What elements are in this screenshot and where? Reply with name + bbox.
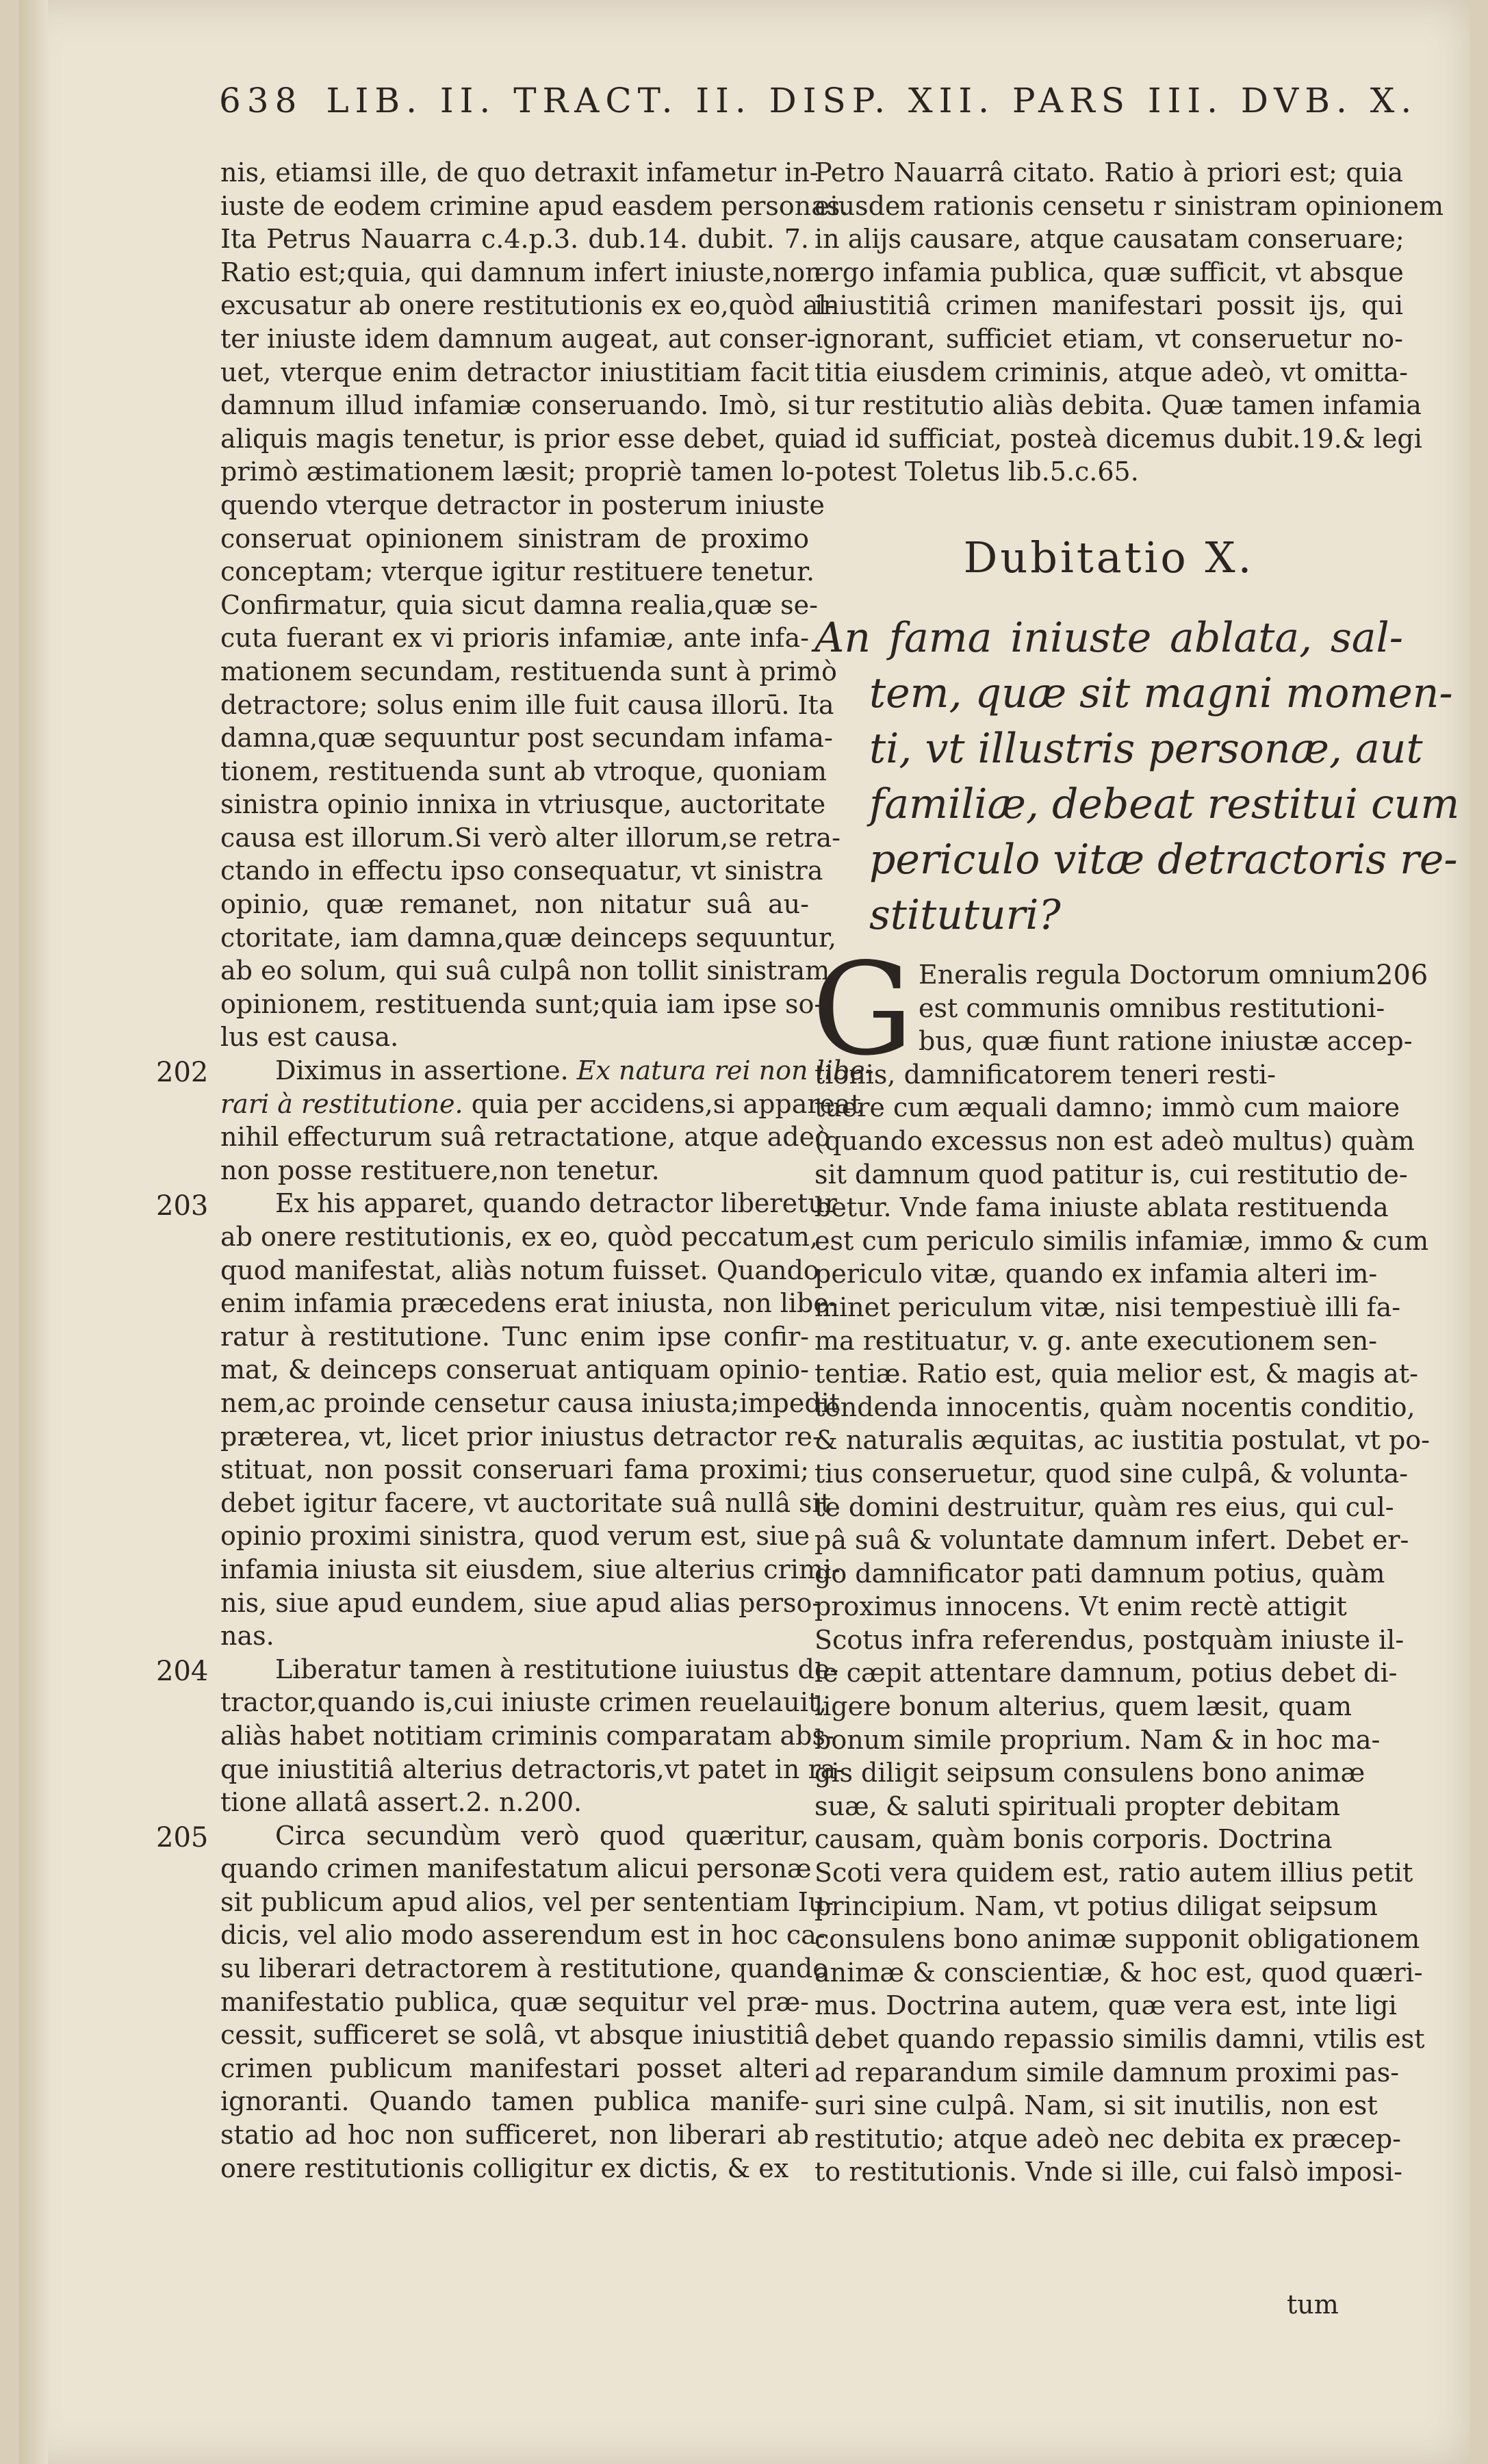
text-line: ratur à restitutione. Tunc enim ipse confir- — [220, 1321, 809, 1352]
text-line: bonum simile proprium. Nam & in hoc ma- — [814, 1724, 1381, 1755]
text-line: Scoti vera quidem est, ratio autem illius petit — [814, 1858, 1413, 1888]
text-line: nis, siue apud eundem, siue apud alias perso- — [220, 1587, 821, 1618]
text-line: quod manifestat, aliàs notum fuisset. Quando — [220, 1255, 819, 1285]
text-line: in alijs causare, atque causatam conseruare; — [814, 224, 1404, 255]
text-line: sit damnum quod patitur is, cui restitutio de- — [814, 1159, 1408, 1190]
question-heading — [814, 611, 1460, 943]
text-line: titia eiusdem criminis, atque adeò, vt omitta- — [814, 357, 1408, 387]
text-line: animæ & conscientiæ, & hoc est, quod quæri- — [814, 1957, 1423, 1988]
text-line: opinionem, restituenda sunt;quia iam ipse so- — [220, 988, 823, 1019]
paragraph-206 — [812, 935, 1431, 2189]
text-line: causa est illorum.Si verò alter illorum,se retra- — [220, 822, 841, 853]
text-line: onere restitutionis colligitur ex dictis, & ex — [220, 2153, 789, 2183]
question-line: tem, quæ sit magni momen- — [869, 669, 1453, 717]
text-line: Ex his apparet, quando detractor liberetur — [275, 1188, 837, 1219]
text-line: bus, quæ fiunt ratione iniustæ accep- — [919, 1026, 1413, 1057]
text-line: ligere bonum alterius, quem læsit, quam — [814, 1691, 1352, 1722]
text-line: excusatur ab onere restitutionis ex eo,quòd al- — [220, 290, 836, 321]
text-line: suri sine culpâ. Nam, si sit inutilis, non est — [814, 2090, 1378, 2121]
text-line: ab eo solum, qui suâ culpâ non tollit sinistram — [220, 955, 830, 986]
text-line: ignorant, sufficiet etiam, vt conseruetur no- — [814, 323, 1403, 354]
text-line: tuere cum æquali damno; immò cum maiore — [814, 1092, 1400, 1123]
text-line: damna,quæ sequuntur post secundam infama- — [220, 723, 833, 754]
text-line: iuste de eodem crimine apud easdem personas. — [220, 190, 849, 221]
text-line: ctando in effectu ipso consequatur, vt sinistra — [220, 856, 823, 886]
text-line — [220, 1088, 861, 1121]
text-line: tius conseruetur, quod sine culpâ, & volunta- — [814, 1458, 1409, 1489]
text-line: tur restitutio aliàs debita. Quæ tamen infamia — [814, 390, 1422, 421]
text-line: cuta fuerant ex vi prioris infamiæ, ante infa- — [220, 623, 809, 654]
text-line: non posse restituere,non tenetur. — [220, 1155, 660, 1185]
text-line: su liberari detractorem à restitutione, quando — [220, 1953, 829, 1984]
question-line: stituturi? — [869, 891, 1061, 939]
text-line: debet quando repassio similis damni, vtilis est — [814, 2024, 1425, 2054]
text-line: ctoritate, iam damna,quæ deinceps sequuntur, — [220, 922, 836, 953]
text-line: tendenda innocentis, quàm nocentis conditio, — [814, 1391, 1415, 1422]
text-line: opinio, quæ remanet, non nitatur suâ au- — [220, 889, 809, 920]
left-column — [220, 156, 874, 2185]
text-line: detractore; solus enim ille fuit causa illorū. Ita — [220, 689, 834, 720]
question-line: An fama iniuste ablata, sal- — [814, 614, 1403, 662]
italic-span: rari à restitutione. — [220, 1088, 472, 1119]
text-line: te domini destruitur, quàm res eius, qui cul- — [814, 1491, 1394, 1522]
text-line: nihil effecturum suâ retractatione, atque adeò — [220, 1122, 830, 1153]
text-line: Ita Petrus Nauarra c.4.p.3. dub.14. dubit. 7. — [220, 224, 809, 255]
text-line: eiusdem rationis censetu r sinistram opinionem — [814, 190, 1444, 221]
text-line: causam, quàm bonis corporis. Doctrina — [814, 1824, 1333, 1855]
text-line: Eneralis regula Doctorum omnium — [919, 960, 1376, 990]
text-line: potest Toletus lib.5.c.65. — [814, 457, 1139, 487]
text-line: aliquis magis tenetur, is prior esse debet, qui — [220, 423, 817, 454]
text-span: Diximus in assertione. — [275, 1055, 577, 1086]
question-line: ti, vt illustris personæ, aut — [869, 725, 1423, 773]
text-line: manifestatio publica, quæ sequitur vel præ- — [220, 1986, 809, 2017]
text-line — [220, 1054, 874, 1088]
text-line: nem,ac proinde censetur causa iniusta;impedit — [220, 1387, 841, 1418]
question-line: periculo vitæ detractoris re- — [869, 836, 1458, 884]
text-line: primò æstimationem læsit; propriè tamen lo- — [220, 457, 814, 487]
text-line: ter iniuste idem damnum augeat, aut conser- — [220, 323, 816, 354]
text-line: stituat, non possit conseruari fama proximi; — [220, 1454, 809, 1485]
text-line: dicis, vel alio modo asserendum est in hoc ca- — [220, 1920, 825, 1951]
text-line: suæ, & saluti spirituali propter debitam — [814, 1791, 1341, 1821]
text-line: cessit, sufficeret se solâ, vt absque iniustitiâ — [220, 2020, 809, 2051]
margin-number-206: 206 — [1376, 960, 1428, 991]
text-line: nas. — [220, 1621, 274, 1652]
text-line: proximus innocens. Vt enim rectè attigit — [814, 1591, 1347, 1622]
text-line: mat, & deinceps conseruat antiquam opinio- — [220, 1355, 809, 1385]
question-line: familiæ, debeat restitui cum — [869, 780, 1460, 828]
text-line: debet igitur facere, vt auctoritate suâ nullâ sit — [220, 1487, 831, 1518]
text-line: est cum periculo similis infamiæ, immo & cum — [814, 1225, 1429, 1256]
text-line: tionis, damnificatorem teneri resti- — [814, 1059, 1276, 1090]
text-line: conceptam; vterque igitur restituere tenetur. — [220, 556, 815, 587]
margin-number-205: 205 — [156, 1822, 209, 1853]
text-line: betur. Vnde fama iniuste ablata restituenda — [814, 1192, 1389, 1223]
text-line: pâ suâ & voluntate damnum infert. Debet er- — [814, 1525, 1409, 1556]
dubitatio-title: Dubitatio X. — [963, 532, 1255, 582]
text-line: sinistra opinio innixa in vtriusque, auctoritate — [220, 789, 826, 820]
running-header — [219, 81, 1418, 136]
text-line: Circa secundùm verò quod quæritur, — [275, 1820, 809, 1851]
text-line: ma restituatur, v. g. ante executionem sen- — [814, 1325, 1378, 1356]
text-line: ignoranti. Quando tamen publica manife- — [220, 2086, 809, 2117]
text-line: aliàs habet notitiam criminis comparatam abs- — [220, 1720, 834, 1751]
text-line: iniustitiâ crimen manifestari possit ijs, qui — [814, 290, 1403, 321]
page-gutter — [19, 0, 48, 2464]
text-line: gis diligit seipsum consulens bono animæ — [814, 1758, 1365, 1788]
margin-number-203: 203 — [156, 1190, 209, 1222]
text-line: le cæpit attentare damnum, potius debet di- — [814, 1658, 1398, 1689]
text-line: mationem secundam, restituenda sunt à primò — [220, 656, 837, 686]
margin-number-204: 204 — [156, 1656, 209, 1687]
text-line: statio ad hoc non sufficeret, non liberari ab — [220, 2120, 809, 2151]
text-line: Liberatur tamen à restitutione iuiustus de- — [275, 1654, 839, 1684]
catchword: tum — [1287, 2289, 1339, 2320]
text-line: ad reparandum simile damnum proximi pas- — [814, 2057, 1400, 2088]
text-line: (quando excessus non est adeò multus) quàm — [814, 1125, 1415, 1156]
text-line: quando crimen manifestatum alicui personæ — [220, 1853, 812, 1884]
text-line: lus est causa. — [220, 1022, 399, 1053]
text-line: que iniustitiâ alterius detractoris,vt patet in ra- — [220, 1754, 845, 1784]
right-column-top — [814, 156, 1444, 489]
text-line: infamia iniusta sit eiusdem, siue alterius crimi- — [220, 1554, 841, 1584]
text-line: enim infamia præcedens erat iniusta, non libe- — [220, 1288, 838, 1319]
text-line: ergo infamia publica, quæ sufficit, vt absque — [814, 257, 1404, 287]
text-line: opinio proximi sinistra, quod verum est, siue — [220, 1521, 810, 1552]
text-line: Ratio est;quia, qui damnum infert iniuste,non — [220, 257, 822, 287]
text-line: conseruat opinionem sinistram de proximo — [220, 523, 809, 554]
page-number: 638 — [219, 81, 303, 120]
text-line: tionem, restituenda sunt ab vtroque, quoniam — [220, 756, 827, 786]
text-line: damnum illud infamiæ conseruando. Imò, si — [220, 390, 809, 421]
text-line: tractor,quando is,cui iniuste crimen reuelauit, — [220, 1687, 828, 1718]
text-line: Petro Nauarrâ citato. Ratio à priori est; quia — [814, 157, 1403, 188]
text-line: tione allatâ assert.2. n.200. — [220, 1787, 582, 1818]
text-line: to restitutionis. Vnde si ille, cui falsò imposi- — [814, 2157, 1402, 2187]
text-line: consulens bono animæ supponit obligationem — [814, 1924, 1420, 1955]
drop-cap-initial: G — [812, 935, 914, 1083]
text-line: Scotus infra referendus, postquàm iniuste il- — [814, 1624, 1404, 1655]
text-line: præterea, vt, licet prior iniustus detractor re- — [220, 1421, 821, 1452]
text-line: est communis omnibus restitutioni- — [919, 992, 1385, 1023]
running-title: LIB. II. TRACT. II. DISP. XII. PARS III. DVB. X. — [326, 81, 1418, 120]
text-line: go damnificator pati damnum potius, quàm — [814, 1558, 1385, 1589]
text-line: uet, vterque enim detractor iniustitiam facit — [220, 357, 809, 387]
text-line: ad id sufficiat, posteà dicemus dubit.19.& legi — [814, 423, 1422, 454]
italic-span: Ex natura rei non libe- — [576, 1055, 874, 1086]
text-line: nis, etiamsi ille, de quo detraxit infametur in- — [220, 157, 819, 188]
text-line: & naturalis æquitas, ac iustitia postulat, vt po- — [814, 1425, 1431, 1456]
text-span: quia per accidens,si appareat — [471, 1088, 861, 1119]
text-line: principium. Nam, vt potius diligat seipsum — [814, 1890, 1378, 1921]
text-line: minet periculum vitæ, nisi tempestiuè illi fa- — [814, 1292, 1401, 1322]
text-line: Confirmatur, quia sicut damna realia,quæ se- — [220, 589, 818, 620]
text-line: periculo vitæ, quando ex infamia alteri im- — [814, 1259, 1378, 1289]
text-line: sit publicum apud alios, vel per sententiam Iu- — [220, 1886, 834, 1917]
text-line: crimen publicum manifestari posset alteri — [220, 2053, 809, 2083]
text-line: mus. Doctrina autem, quæ vera est, inte ligi — [814, 1990, 1397, 2021]
text-line: tentiæ. Ratio est, quia melior est, & magis at- — [814, 1359, 1418, 1389]
text-line: quendo vterque detractor in posterum iniuste — [220, 489, 825, 520]
margin-number-202: 202 — [156, 1057, 209, 1089]
text-line: restitutio; atque adeò nec debita ex præcep- — [814, 2123, 1401, 2154]
text-line: ab onere restitutionis, ex eo, quòd peccatum, — [220, 1222, 819, 1252]
